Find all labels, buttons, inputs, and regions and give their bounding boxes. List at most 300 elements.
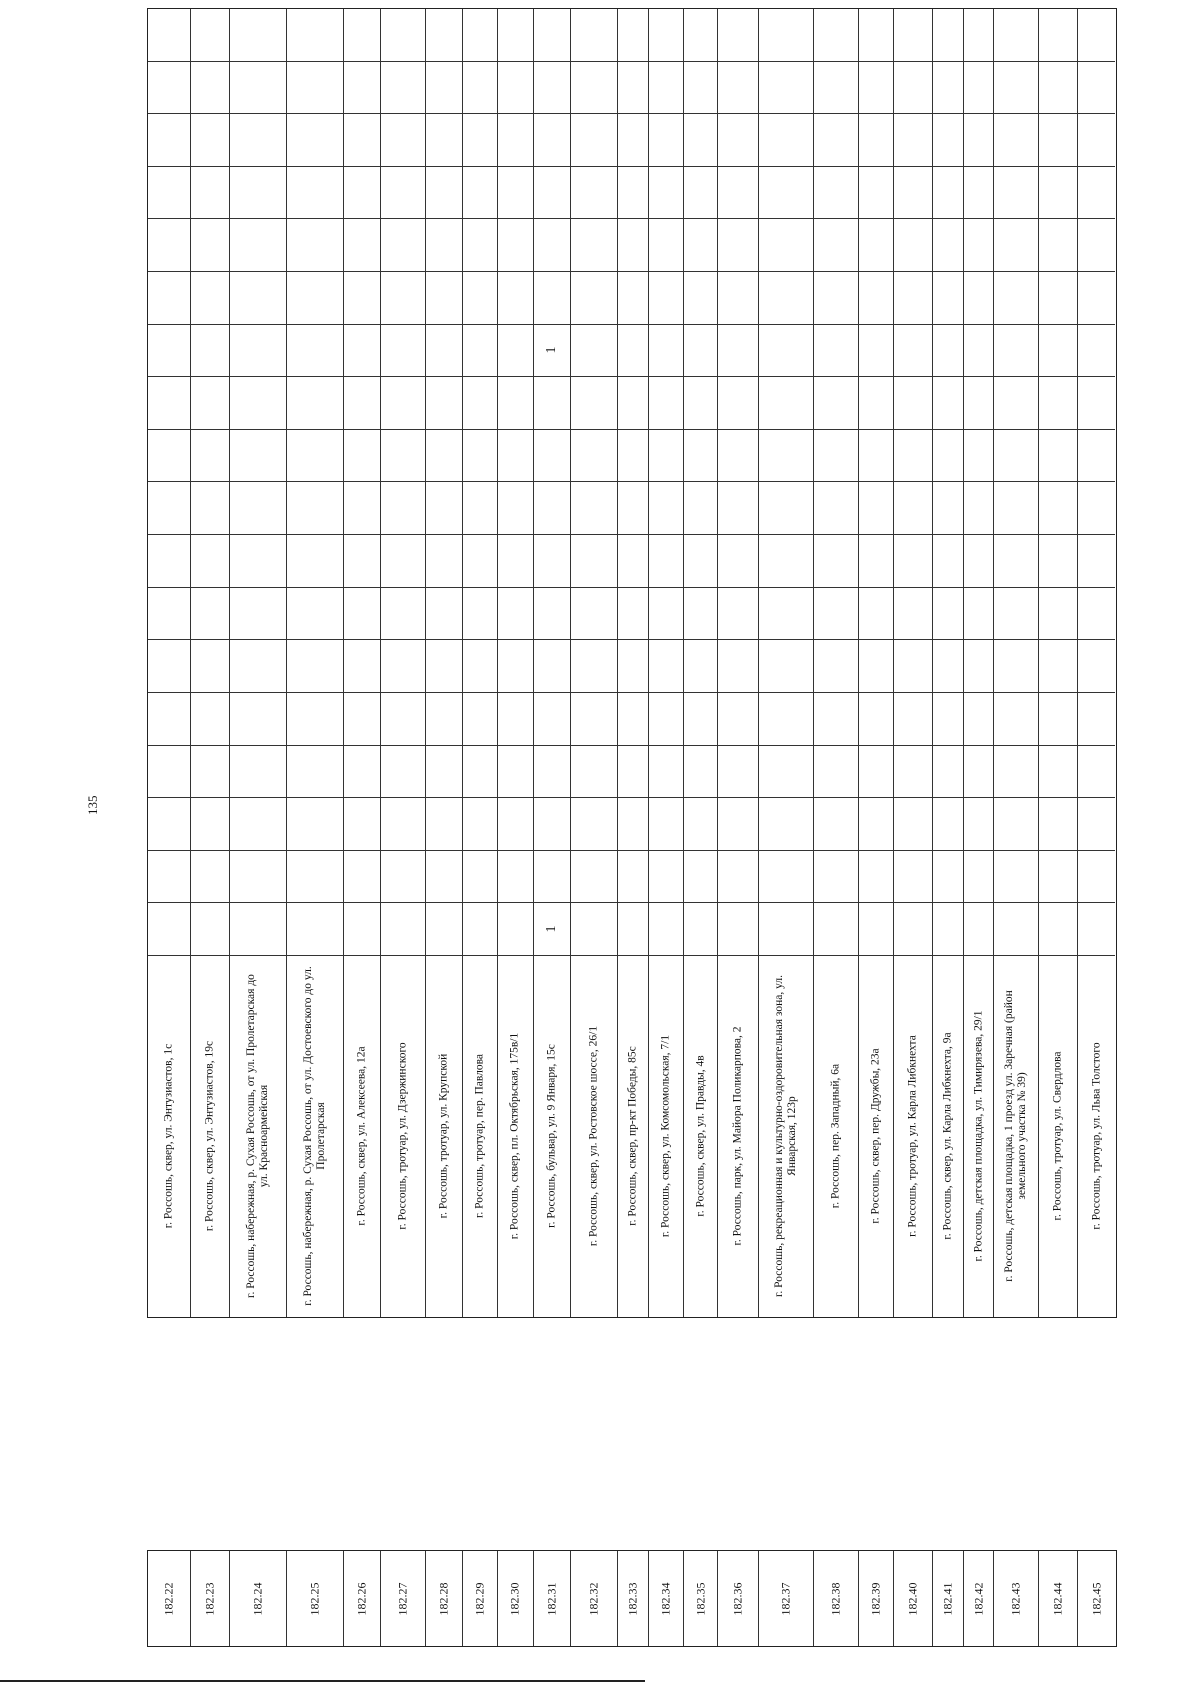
value-cell [859,535,893,588]
value-cell [230,9,286,62]
value-cell [230,903,286,956]
value-cell [1039,746,1077,799]
value-cell [287,535,343,588]
value-cell [894,219,932,272]
bottom-rule [0,1680,645,1682]
value-cell [463,272,497,325]
value-cell [649,693,683,746]
value-cell [759,535,813,588]
value-cell [463,325,497,378]
value-cell [1078,640,1115,693]
value-cell [344,640,380,693]
value-cell [1078,114,1115,167]
value-cell [148,62,190,115]
value-cell [649,851,683,904]
value-cell [718,219,758,272]
value-cell [649,588,683,641]
table-row [191,9,230,1317]
value-cell [684,640,718,693]
value-cell [463,588,497,641]
value-cell [684,114,718,167]
table-row [148,9,191,1317]
value-cell [1039,272,1077,325]
value-cell [894,903,932,956]
value-cell [287,483,343,536]
value-cell [498,62,534,115]
value-cell [498,903,534,956]
value-cell [684,535,718,588]
value-cell [814,483,858,536]
value-cell [344,167,380,220]
value-cell [684,903,718,956]
value-cell [814,62,858,115]
value-cell [426,167,462,220]
value-cell [571,851,617,904]
value-cell [1039,588,1077,641]
value-cell [344,535,380,588]
value-cell [1078,535,1115,588]
value-cell [649,9,683,62]
value-cell [933,798,963,851]
row-number-cell [649,1551,684,1646]
value-cell [964,851,994,904]
value-cell [191,377,229,430]
value-cell [230,377,286,430]
value-cell [964,798,994,851]
value-cell [649,219,683,272]
value-cell [287,167,343,220]
value-cell [230,693,286,746]
value-cell [1039,9,1077,62]
value-cell [287,798,343,851]
address-cell [894,956,932,1316]
value-cell [859,746,893,799]
value-cell [1039,640,1077,693]
value-cell [534,272,570,325]
address-text: г. Россошь, сквер, ул. Правды, 4в [694,1055,706,1217]
value-cell [534,746,570,799]
row-number-cell [148,1551,191,1646]
value-cell [618,483,648,536]
value-cell [618,9,648,62]
value-cell [859,588,893,641]
value-cell [498,640,534,693]
value-cell [498,693,534,746]
row-number-cell [933,1551,964,1646]
value-cell [649,272,683,325]
value-cell [287,377,343,430]
value-cell [814,167,858,220]
value-cell [964,693,994,746]
address-cell [287,956,343,1316]
address-text: г. Россошь, сквер, ул. Алексеева, 12а [355,1046,368,1226]
value-cell [718,167,758,220]
value-cell [426,798,462,851]
value-cell [718,430,758,483]
value-cell [381,430,425,483]
value-cell [759,483,813,536]
value-cell [814,377,858,430]
value-cell [894,483,932,536]
value-cell [534,798,570,851]
address-text: г. Россошь, тротуар, ул. Льва Толстого [1090,1042,1103,1230]
value-cell [230,114,286,167]
value-cell [894,62,932,115]
value-cell [1078,483,1115,536]
value-cell [498,483,534,536]
value-cell [571,377,617,430]
row-number: 182.36 [730,1582,745,1615]
address-cell [649,956,683,1316]
value-cell [994,588,1038,641]
row-number: 182.26 [354,1582,369,1615]
value-cell [684,325,718,378]
value-cell [534,9,570,62]
value-cell [859,483,893,536]
value-cell [894,693,932,746]
value-cell [814,9,858,62]
value-cell [649,430,683,483]
row-number-cell [618,1551,649,1646]
value-cell [571,9,617,62]
value-cell [344,588,380,641]
value-cell [894,325,932,378]
value-cell [230,535,286,588]
value-cell [381,167,425,220]
value-cell [894,377,932,430]
row-number: 182.31 [544,1582,559,1615]
value-cell [148,746,190,799]
value-cell [814,430,858,483]
value-cell [933,114,963,167]
value-cell [191,325,229,378]
value-cell [933,483,963,536]
row-number-cell [426,1551,463,1646]
value-cell [426,535,462,588]
value-cell [933,377,963,430]
value-cell [718,640,758,693]
value-cell [463,640,497,693]
value-cell [649,903,683,956]
address-text: г. Россошь, сквер, ул. Комсомольская, 7/1 [659,1034,672,1238]
value-cell [933,693,963,746]
row-number-cell [994,1551,1039,1646]
value-cell [759,219,813,272]
address-cell [964,956,994,1316]
value-cell [964,535,994,588]
row-number-cell [964,1551,995,1646]
value-cell [964,167,994,220]
value-cell [191,62,229,115]
value-cell [894,851,932,904]
value-cell [964,325,994,378]
value-cell [618,219,648,272]
value-cell [344,430,380,483]
address-cell [859,956,893,1316]
value-cell [649,325,683,378]
address-text: г. Россошь, тротуар, ул. Дзержинского [396,1042,409,1230]
value-cell [148,798,190,851]
row-number: 182.39 [868,1582,883,1615]
value-cell [148,535,190,588]
value-cell [230,851,286,904]
address-text: г. Россошь, сквер, ул. Ростовское шоссе, 26/1 [587,1025,600,1247]
value-cell [718,746,758,799]
value-cell [426,62,462,115]
value-cell [759,693,813,746]
value-cell [1039,798,1077,851]
value-cell [287,693,343,746]
value-cell [994,746,1038,799]
value-cell [718,851,758,904]
value-cell [463,114,497,167]
value-cell [814,219,858,272]
row-number: 182.45 [1089,1582,1104,1615]
value-cell [894,746,932,799]
value-cell [814,746,858,799]
value-cell [287,430,343,483]
row-number-cell [287,1551,344,1646]
value-cell [894,114,932,167]
value-cell [344,746,380,799]
value-cell [463,430,497,483]
row-number-cell [534,1551,571,1646]
value-cell [933,167,963,220]
value-cell [1078,746,1115,799]
value-cell [191,851,229,904]
value-cell [498,535,534,588]
value-cell [463,9,497,62]
value-cell [287,746,343,799]
value-cell [571,272,617,325]
table-row [1039,9,1078,1317]
value-cell [933,219,963,272]
value-cell [287,114,343,167]
row-number: 182.25 [307,1582,322,1615]
address-cell [1039,956,1077,1316]
address-cell [684,956,718,1316]
value-cell [759,851,813,904]
value-cell [191,272,229,325]
value-cell [649,483,683,536]
value-cell [718,903,758,956]
value-cell [759,114,813,167]
value-cell [381,483,425,536]
value-cell [1039,430,1077,483]
value-cell [718,693,758,746]
value-cell [191,588,229,641]
value-cell [344,693,380,746]
value-cell [759,588,813,641]
value-cell [191,219,229,272]
value-cell [381,903,425,956]
value-cell [1078,167,1115,220]
value-cell [964,114,994,167]
value-cell [463,219,497,272]
address-text: г. Россошь, тротуар, ул. Карла Либкнехта [906,1035,919,1237]
value-cell [463,535,497,588]
value-cell [381,535,425,588]
row-number-cell [859,1551,894,1646]
value-cell [814,114,858,167]
row-number: 182.34 [658,1582,673,1615]
table-row [964,9,995,1317]
value-cell [964,483,994,536]
value-cell [994,219,1038,272]
value-cell [534,377,570,430]
value-cell [426,219,462,272]
value-cell [534,483,570,536]
table-row [1078,9,1115,1317]
value-cell [684,798,718,851]
value-cell [534,535,570,588]
value-cell [933,325,963,378]
value-cell [1039,114,1077,167]
table-row [649,9,684,1317]
value-cell [148,430,190,483]
value-cell [1078,219,1115,272]
address-cell [463,956,497,1316]
value-cell [649,640,683,693]
value-cell [381,693,425,746]
row-number: 182.22 [161,1582,176,1615]
value-cell [191,746,229,799]
address-cell [344,956,380,1316]
value-cell [894,535,932,588]
value-cell [426,851,462,904]
value-cell [859,640,893,693]
value-cell [618,535,648,588]
value-cell [534,640,570,693]
value-cell [684,588,718,641]
address-text: г. Россошь, бульвар, ул. 9 Января, 15с [545,1044,558,1228]
value-cell [148,114,190,167]
row-number: 182.28 [436,1582,451,1615]
value-cell [426,483,462,536]
value-cell [191,903,229,956]
value-cell [964,62,994,115]
value-cell [1078,430,1115,483]
value-cell [859,272,893,325]
table-row [426,9,463,1317]
value-cell [230,746,286,799]
value-cell [463,483,497,536]
value-cell [571,62,617,115]
address-cell [191,956,229,1316]
value-cell [498,9,534,62]
value-cell [381,62,425,115]
value-cell [381,588,425,641]
value-cell [814,588,858,641]
value-cell [534,167,570,220]
value-cell [534,114,570,167]
table-row [344,9,381,1317]
value-cell [894,588,932,641]
value-cell [618,640,648,693]
value-cell [649,167,683,220]
row-number: 182.24 [250,1582,265,1615]
value-cell [618,272,648,325]
value-cell [994,851,1038,904]
value-cell [230,640,286,693]
value-cell [964,9,994,62]
value-cell [618,798,648,851]
value-cell [191,114,229,167]
value-cell [894,272,932,325]
value-cell [571,693,617,746]
value-cell [498,325,534,378]
value-cell [684,9,718,62]
value-cell [718,272,758,325]
address-cell [933,956,963,1316]
value-cell [148,272,190,325]
value-cell [859,167,893,220]
value-cell [1039,851,1077,904]
value-cell [618,746,648,799]
value-cell [534,851,570,904]
value-cell [814,640,858,693]
value-cell [534,62,570,115]
table-row [571,9,618,1317]
address-cell [994,956,1038,1316]
value-cell [994,535,1038,588]
value-cell [684,483,718,536]
value-cell [1078,377,1115,430]
value-cell [463,62,497,115]
address-cell [718,956,758,1316]
value-cell [1078,62,1115,115]
value-cell [684,693,718,746]
value-cell [498,851,534,904]
value-cell [859,377,893,430]
value-cell [649,535,683,588]
row-number-cell [344,1551,381,1646]
value-cell [994,903,1038,956]
value-cell [230,430,286,483]
value-cell [287,272,343,325]
row-number: 182.32 [586,1582,601,1615]
table-row [684,9,719,1317]
value-cell [718,483,758,536]
value-cell [426,903,462,956]
value-cell [230,219,286,272]
row-number: 182.23 [202,1582,217,1615]
value-cell [463,693,497,746]
address-text: г. Россошь, детская площадка, ул. Тимирязева, 29/1 [972,1010,985,1262]
value-cell [718,9,758,62]
value-cell [759,640,813,693]
value-cell [344,219,380,272]
value-cell [498,798,534,851]
value-cell [759,62,813,115]
value-cell [191,430,229,483]
value-cell [718,377,758,430]
value-cell [759,798,813,851]
value-cell [994,114,1038,167]
row-number-cell [718,1551,759,1646]
value-cell [994,325,1038,378]
value-cell [759,9,813,62]
address-text: г. Россошь, сквер, ул. Карла Либкнехта, 9а [941,1032,954,1240]
value-cell [148,903,190,956]
value-cell [814,325,858,378]
row-number-cell [191,1551,230,1646]
value-cell [1078,903,1115,956]
value-cell [534,588,570,641]
value-cell [933,535,963,588]
value-cell [718,325,758,378]
value-cell [571,430,617,483]
